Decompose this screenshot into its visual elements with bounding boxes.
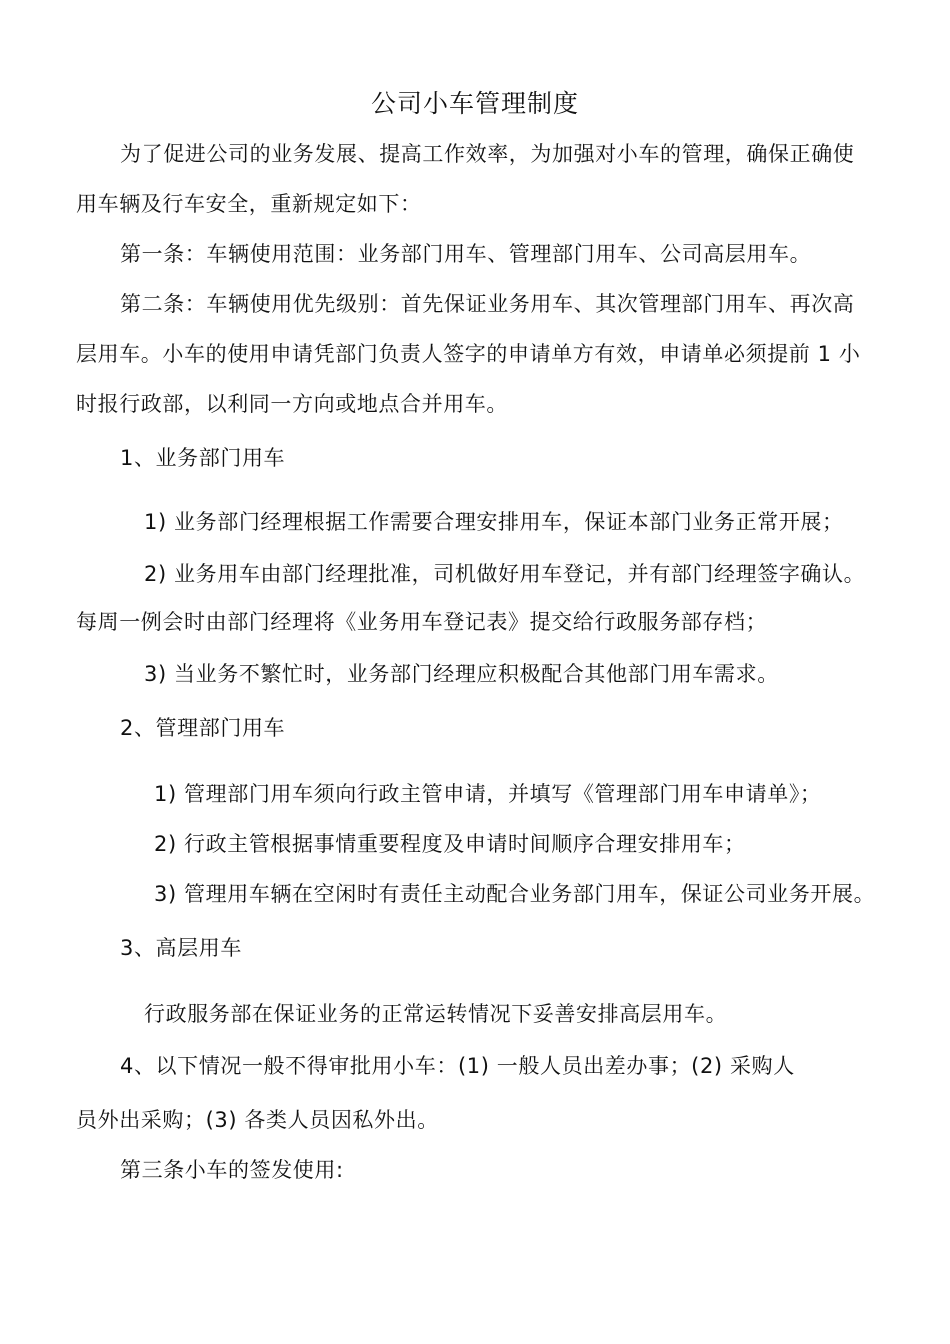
section-heading-executive: 3、高层用车 — [120, 936, 242, 960]
business-item-2-line-2: 每周一例会时由部门经理将《业务用车登记表》提交给行政服务部存档； — [76, 610, 768, 634]
section-4-line-2: 员外出采购；(3) 各类人员因私外出。 — [76, 1108, 439, 1132]
management-item-1: 1) 管理部门用车须向行政主管申请，并填写《管理部门用车申请单》； — [154, 782, 822, 806]
executive-paragraph: 行政服务部在保证业务的正常运转情况下妥善安排高层用车。 — [144, 1002, 728, 1026]
article-1: 第一条：车辆使用范围：业务部门用车、管理部门用车、公司高层用车。 — [120, 242, 812, 266]
article-2-line-1: 第二条：车辆使用优先级别：首先保证业务用车、其次管理部门用车、再次高 — [120, 292, 855, 316]
business-item-3: 3) 当业务不繁忙时，业务部门经理应积极配合其他部门用车需求。 — [144, 662, 779, 686]
document-title: 公司小车管理制度 — [370, 89, 579, 118]
article-2-line-2: 层用车。小车的使用申请凭部门负责人签字的申请单方有效，申请单必须提前 1 小 — [76, 342, 861, 366]
paragraph-intro-line-1: 为了促进公司的业务发展、提高工作效率，为加强对小车的管理，确保正确使 — [120, 142, 855, 166]
management-item-3: 3) 管理用车辆在空闲时有责任主动配合业务部门用车，保证公司业务开展。 — [154, 882, 876, 906]
paragraph-intro-line-2: 用车辆及行车安全，重新规定如下： — [76, 192, 422, 216]
management-item-2: 2) 行政主管根据事情重要程度及申请时间顺序合理安排用车； — [154, 832, 746, 856]
article-2-line-3: 时报行政部，以利同一方向或地点合并用车。 — [76, 392, 508, 416]
section-heading-business: 1、业务部门用车 — [120, 446, 286, 470]
business-item-2-line-1: 2) 业务用车由部门经理批准，司机做好用车登记，并有部门经理签字确认。 — [144, 562, 866, 586]
section-heading-management: 2、管理部门用车 — [120, 716, 286, 740]
section-4-line-1: 4、以下情况一般不得审批用小车：(1) 一般人员出差办事；(2) 采购人 — [120, 1054, 795, 1078]
business-item-1: 1) 业务部门经理根据工作需要合理安排用车，保证本部门业务正常开展； — [144, 510, 844, 534]
article-3-heading: 第三条小车的签发使用: — [120, 1158, 344, 1182]
